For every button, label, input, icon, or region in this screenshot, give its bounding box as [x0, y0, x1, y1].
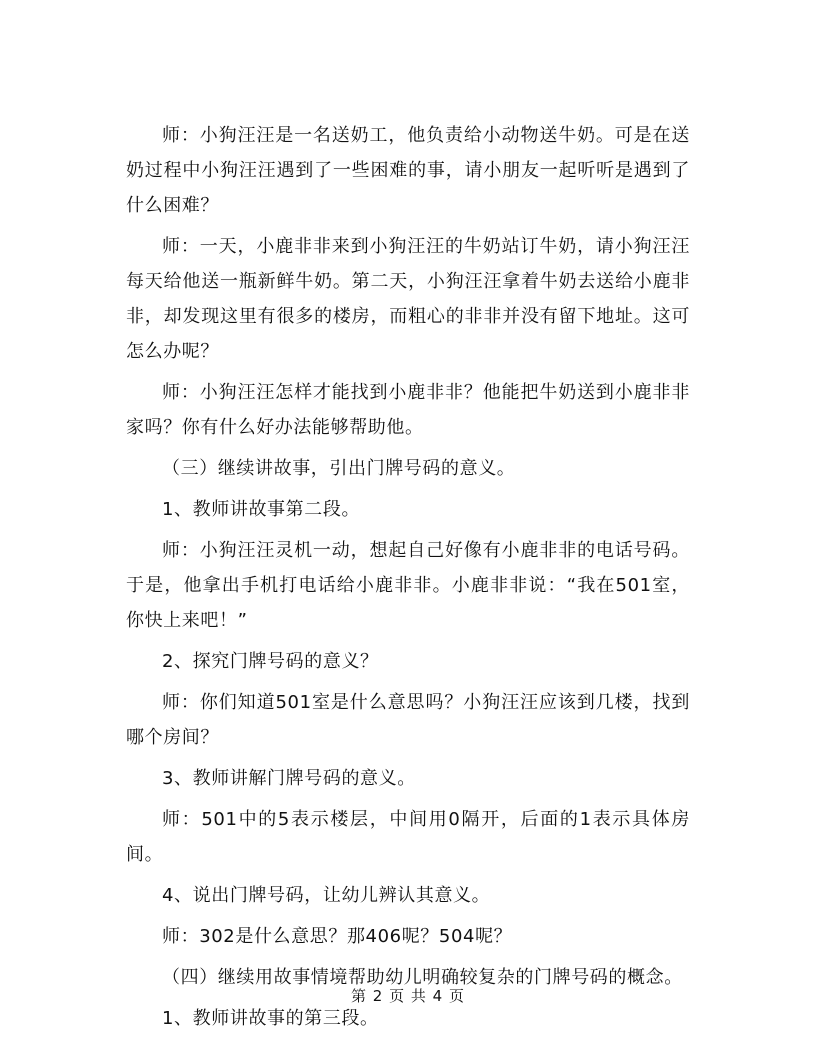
page-footer [0, 985, 816, 1006]
paragraph-6: 师：501中的5表示楼层，中间用0隔开，后面的1表示具体房间。 [126, 809, 690, 865]
paragraph-4: 师：小狗汪汪灵机一动，想起自己好像有小鹿非非的电话号码。于是，他拿出手机打电话给小鹿非非。小鹿非非说：“我在501室，你快上来吧！” [126, 540, 690, 631]
page-number-label: 第 2 页 共 4 页 [351, 987, 465, 1005]
paragraph-3: 师：小狗汪汪怎样才能找到小鹿非非？他能把牛奶送到小鹿非非家吗？你有什么好办法能够帮助他。 [126, 382, 690, 438]
paragraph-1: 师：小狗汪汪是一名送奶工，他负责给小动物送牛奶。可是在送奶过程中小狗汪汪遇到了一些困难的事，请小朋友一起听听是遇到了什么困难？ [126, 125, 690, 216]
section-heading-4: （四）继续用故事情境帮助幼儿明确较复杂的门牌号码的概念。 [162, 967, 683, 988]
step-3: 3、教师讲解门牌号码的意义。 [162, 768, 416, 789]
step-2: 2、探究门牌号码的意义？ [162, 651, 379, 672]
step-5: 1、教师讲故事的第三段。 [162, 1008, 379, 1029]
document-body [126, 118, 690, 1042]
step-4: 4、说出门牌号码，让幼儿辨认其意义。 [162, 885, 491, 906]
paragraph-2: 师：一天，小鹿非非来到小狗汪汪的牛奶站订牛奶，请小狗汪汪每天给他送一瓶新鲜牛奶。第二天，小狗汪汪拿着牛奶去送给小鹿非非，却发现这里有很多的楼房，而粗心的非非并没有留下地址。这可怎么办呢？ [126, 236, 690, 362]
paragraph-7: 师：302是什么意思？那406呢？504呢？ [162, 926, 513, 947]
step-1: 1、教师讲故事第二段。 [162, 499, 361, 520]
section-heading-3: （三）继续讲故事，引出门牌号码的意义。 [162, 458, 516, 479]
paragraph-5: 师：你们知道501室是什么意思吗？小狗汪汪应该到几楼，找到哪个房间？ [126, 692, 690, 748]
